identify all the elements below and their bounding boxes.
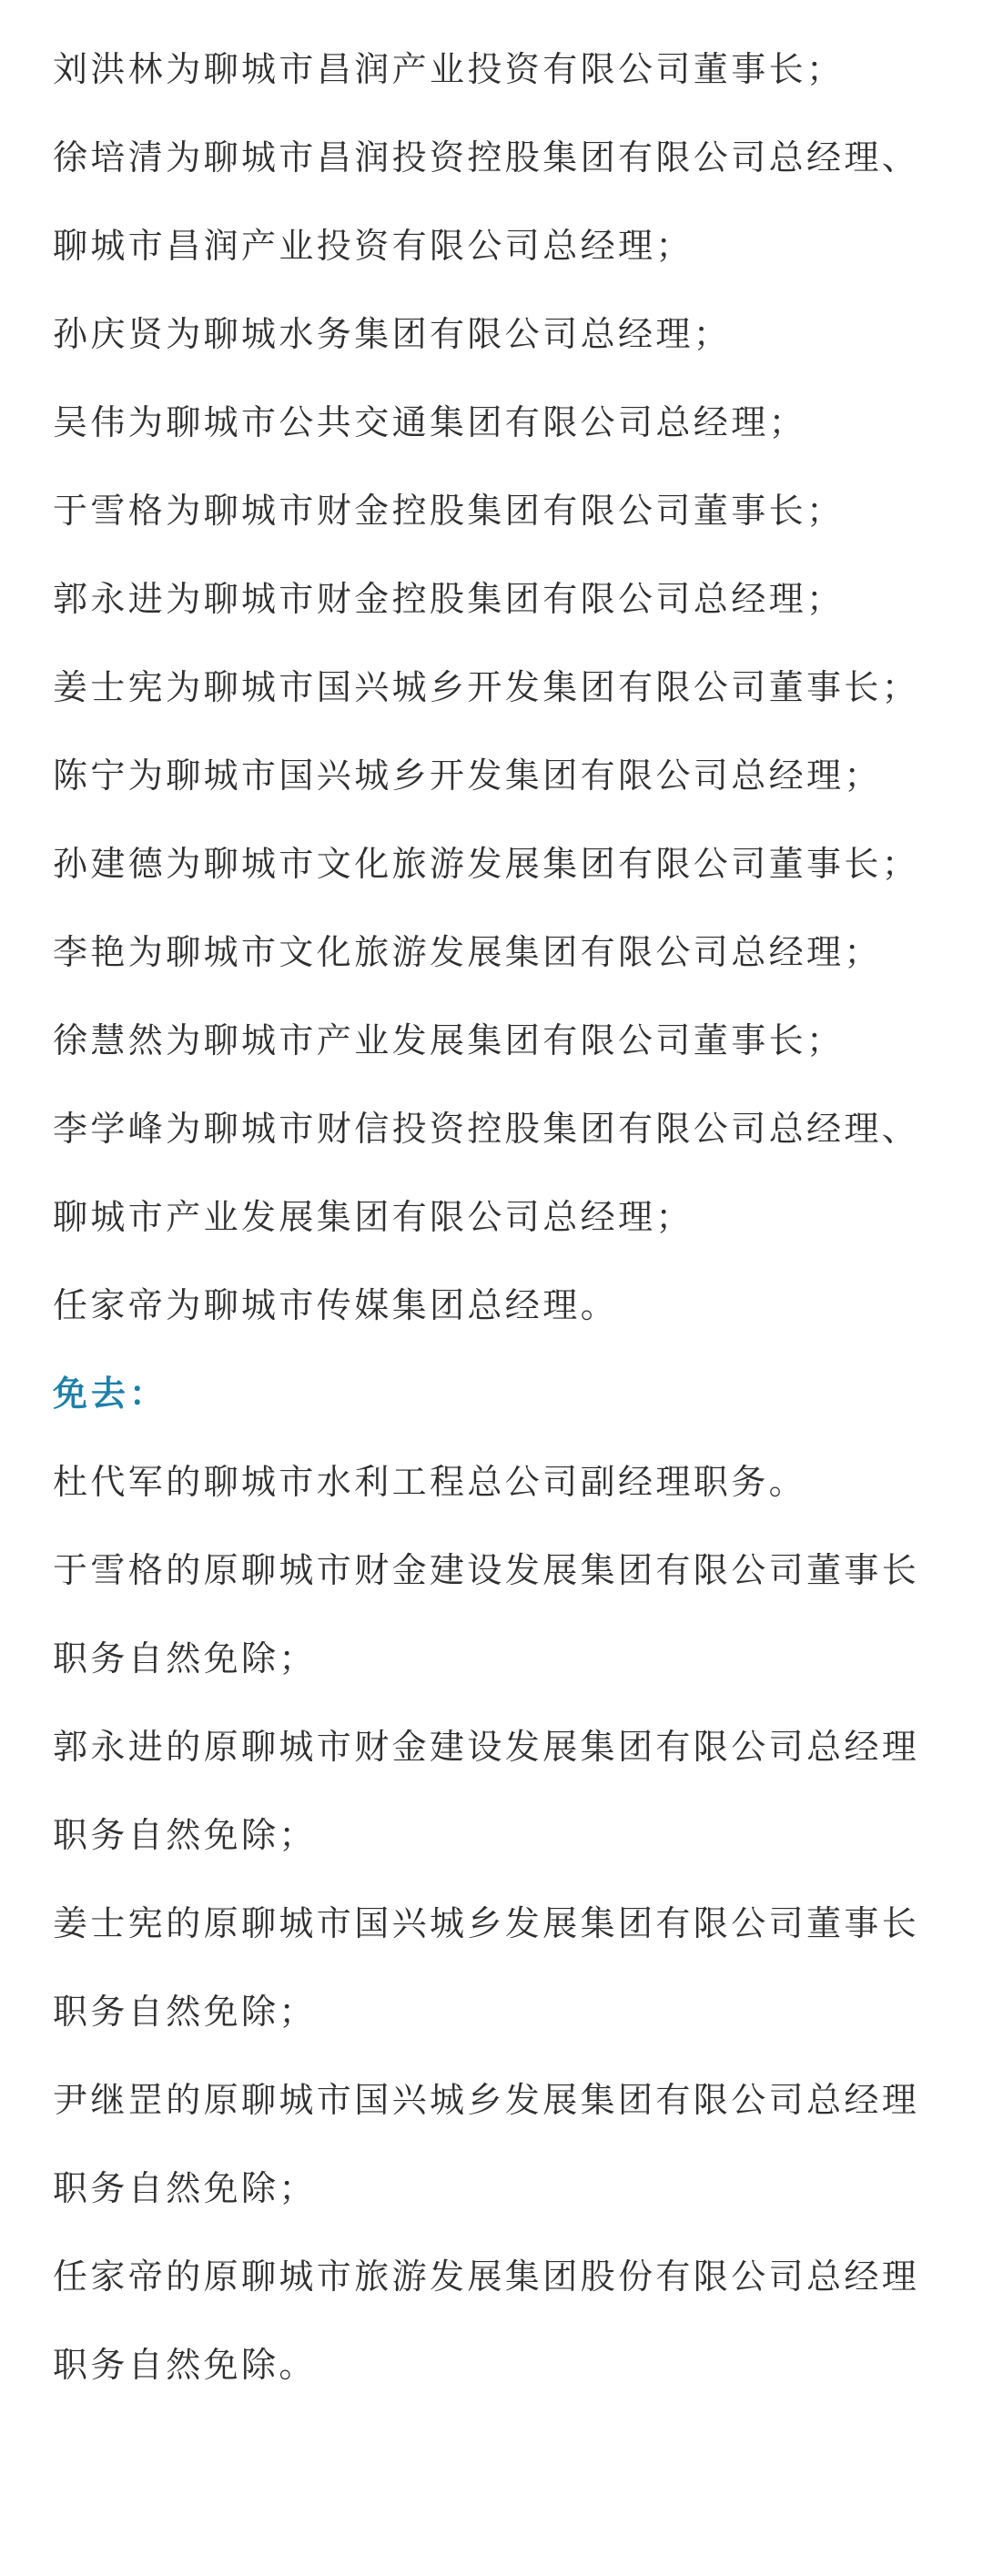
appointment-paragraph: 徐培清为聊城市昌润投资控股集团有限公司总经理、聊城市昌润产业投资有限公司总经理； (53, 137, 920, 266)
dismissal-paragraph: 杜代军的聊城市水利工程总公司副经理职务。 (53, 1462, 807, 1502)
appointment-paragraph: 陈宁为聊城市国兴城乡开发集团有限公司总经理； (53, 756, 882, 796)
dismissal-paragraph: 于雪格的原聊城市财金建设发展集团有限公司董事长职务自然免除； (53, 1550, 920, 1678)
dismissal-heading: 免去： (53, 1374, 168, 1414)
appointment-paragraph: 李学峰为聊城市财信投资控股集团有限公司总经理、聊城市产业发展集团有限公司总经理； (53, 1109, 920, 1237)
appointment-paragraph: 姜士宪为聊城市国兴城乡开发集团有限公司董事长； (53, 667, 920, 707)
dismissal-paragraph: 尹继罡的原聊城市国兴城乡发展集团有限公司总经理职务自然免除； (53, 2080, 920, 2208)
dismissal-paragraph: 任家帝的原聊城市旅游发展集团股份有限公司总经理职务自然免除。 (53, 2257, 920, 2385)
appointment-paragraph: 孙建德为聊城市文化旅游发展集团有限公司董事长； (53, 844, 920, 884)
appointment-paragraph: 刘洪林为聊城市昌润产业投资有限公司董事长； (53, 49, 845, 89)
appointment-paragraph: 吴伟为聊城市公共交通集团有限公司总经理； (53, 402, 807, 442)
appointment-paragraph: 任家帝为聊城市传媒集团总经理。 (53, 1285, 619, 1325)
appointment-paragraph: 李艳为聊城市文化旅游发展集团有限公司总经理； (53, 932, 882, 972)
appointment-paragraph: 于雪格为聊城市财金控股集团有限公司董事长； (53, 491, 845, 531)
dismissal-paragraph: 郭永进的原聊城市财金建设发展集团有限公司总经理职务自然免除； (53, 1727, 920, 1855)
appointment-paragraph: 徐慧然为聊城市产业发展集团有限公司董事长； (53, 1020, 845, 1060)
appointment-paragraph: 郭永进为聊城市财金控股集团有限公司总经理； (53, 579, 845, 619)
appointment-paragraph: 孙庆贤为聊城水务集团有限公司总经理； (53, 314, 732, 354)
dismissal-paragraph: 姜士宪的原聊城市国兴城乡发展集团有限公司董事长职务自然免除； (53, 1903, 920, 2032)
